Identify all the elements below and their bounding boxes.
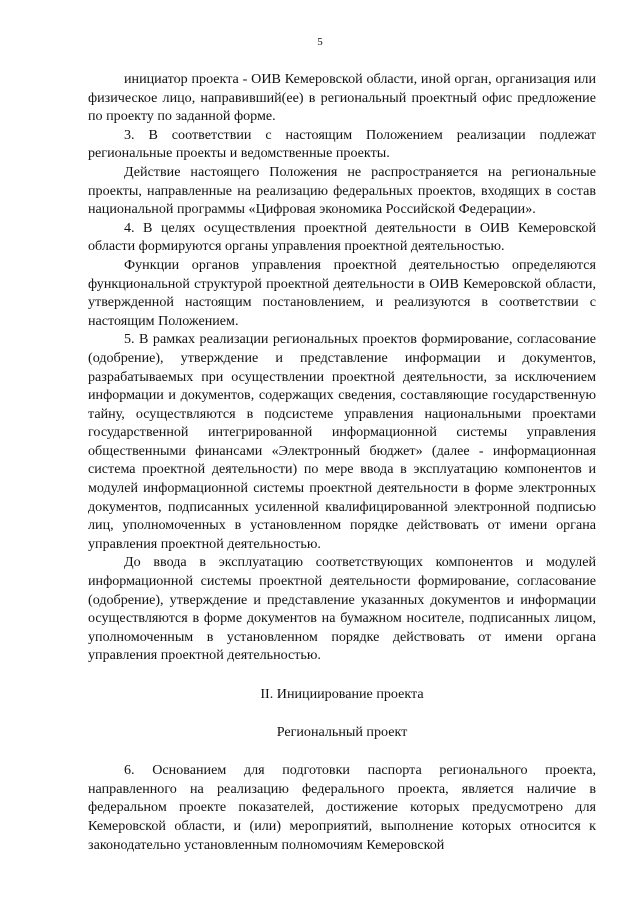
document-body	[88, 70, 596, 854]
paragraph-paper-documents: До ввода в эксплуатацию соответствующих компонентов и модулей информационной системы проектной деятельности формирование, согласование (одобрение), утверждение и представление указанных документов и информации осуществляются в форме документов на бумажном носителе, подписанных лицом, уполномоченным в установленном порядке действовать от имени органа управления проектной деятельностью.	[88, 554, 596, 664]
section-heading: II. Инициирование проекта	[260, 686, 424, 702]
page-number: 5	[317, 36, 323, 48]
paragraph-item-4: 4. В целях осуществления проектной деятельности в ОИВ Кемеровской области формируются органы управления проектной деятельностью.	[88, 219, 596, 255]
subsection-heading: Региональный проект	[276, 723, 408, 740]
paragraph-initiator-definition: инициатор проекта - ОИВ Кемеровской области, иной орган, организация или физическое лицо, направивший(ее) в региональный проектный офис предложение по проекту по заданной форме.	[88, 71, 596, 125]
paragraph-item-6: 6. Основанием для подготовки паспорта регионального проекта, направленного на реализацию федерального проекта, является наличие в федеральном проекте показателей, достижение которых предусмотрено для Кемеровской области, и (или) мероприятий, выполнение которых относится к законодательно установленным полномочиям Кемеровской	[88, 762, 596, 853]
paragraph-item-3: 3. В соответствии с настоящим Положением реализации подлежат региональные проекты и ведомственные проекты.	[88, 126, 596, 162]
paragraph-item-5: 5. В рамках реализации региональных проектов формирование, согласование (одобрение), утверждение и представление информации и документов, разрабатываемых при осуществлении проектной деятельности, за исключением информации и документов, содержащих сведения, составляющие государственную тайну, осуществляются в подсистеме управления национальными проектами государственной интегрированной информационной системы управления общественными финансами «Электронный бюджет» (далее - информационная система проектной деятельности) по мере ввода в эксплуатацию компонентов и модулей информационной системы проектной деятельности в форме электронных документов, подписанных усиленной квалифицированной электронной подписью лиц, уполномоченных в установленном порядке действовать от имени органа управления проектной деятельностью.	[88, 331, 596, 552]
paragraph-functions: Функции органов управления проектной деятельностью определяются функциональной структурой проектной деятельности в ОИВ Кемеровской области, утвержденной настоящим постановлением, и реализуются в соответствии с настоящим Положением.	[88, 256, 596, 329]
paragraph-scope-exclusion: Действие настоящего Положения не распространяется на региональные проекты, направленные на реализацию федеральных проектов, входящих в состав национальной программы «Цифровая экономика Российской Федерации».	[88, 163, 596, 218]
